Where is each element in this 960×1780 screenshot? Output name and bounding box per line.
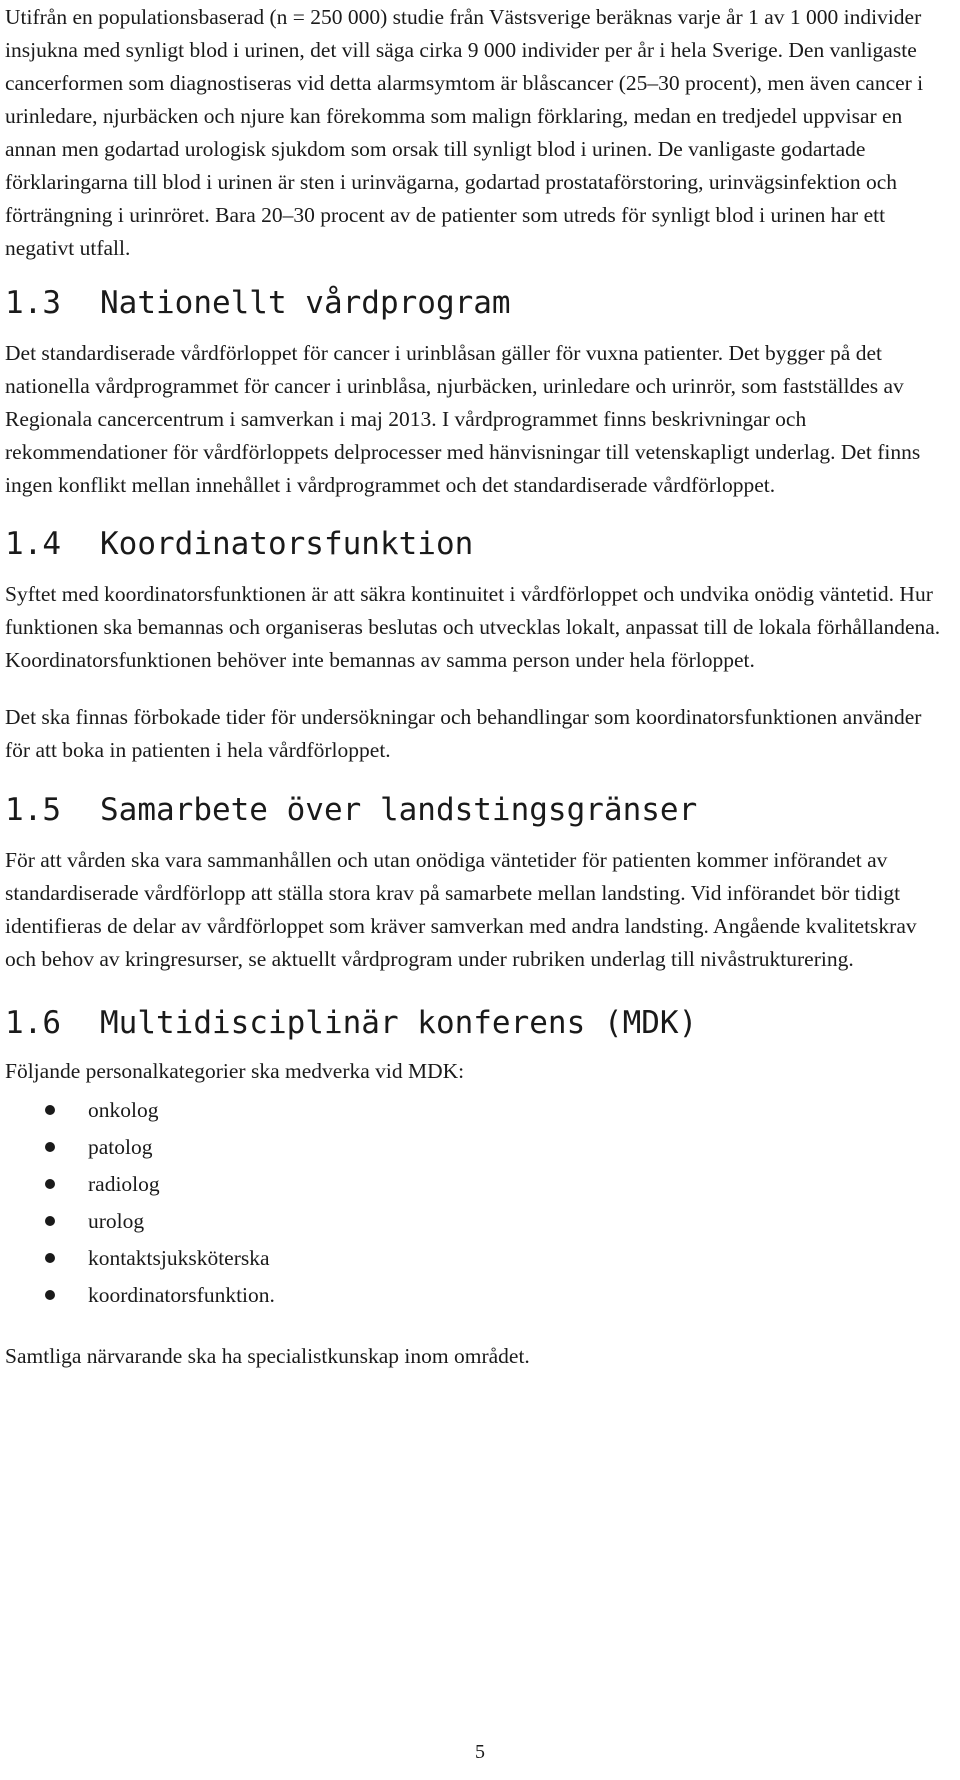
intro-paragraph: Utifrån en populationsbaserad (n = 250 000) studie från Västsverige beräknas varje år 1 av 1 000 individer insjukna med synligt blod i urinen, det vill säga cirka 9 000 individer per år i hela Sverige. Den vanligaste cancerformen som diagnostiseras vid detta alarmsymtom är blåscancer (25–30 procent), men även cancer i urinledare, njurbäcken och njure kan förekomma som malign förklaring, medan en tredjedel uppvisar en annan men godartad urologisk sjukdom som orsak till synligt blod i urinen. De vanligaste godartade förklaringarna till blod i urinen är sten i urinvägarna, godartad prostataförstoring, urinvägsinfektion och förträngning i urinröret. Bara 20–30 procent av de patienter som utreds för synligt blod i urinen har ett negativt utfall. — [5, 5, 924, 260]
bullet-icon — [45, 1216, 55, 1226]
list-item — [5, 1203, 950, 1240]
bullet-icon — [45, 1105, 55, 1115]
list-item-text: kontaktsjuksköterska — [88, 1246, 270, 1270]
personnel-list — [5, 1092, 950, 1314]
list-item — [5, 1129, 950, 1166]
list-item-text: urolog — [88, 1209, 145, 1233]
section-heading-1-6 — [5, 1003, 950, 1043]
list-item — [5, 1166, 950, 1203]
section-1-6-lead: Följande personalkategorier ska medverka vid MDK: — [5, 1059, 465, 1083]
section-number: 1.5 — [5, 792, 61, 828]
section-1-5-paragraph: För att vården ska vara sammanhållen och utan onödiga väntetider för patienten kommer införandet av standardiserade vårdförlopp att ställa stora krav på samarbete mellan landsting. Vid införandet bör tidigt identifieras de delar av vårdförloppet som kräver samverkan med andra landsting. Angående kvalitetskrav och behov av kringresurser, se aktuellt vårdprogram under rubriken underlag till nivåstrukturering. — [5, 848, 917, 971]
section-heading-1-3 — [5, 283, 950, 323]
bullet-icon — [45, 1142, 55, 1152]
document-page — [5, 0, 950, 1373]
list-item-text: radiolog — [88, 1172, 160, 1196]
list-item-text: patolog — [88, 1135, 153, 1159]
section-1-4-paragraph-1: Syftet med koordinatorsfunktionen är att säkra kontinuitet i vårdförloppet och undvika onödig väntetid. Hur funktionen ska bemannas och organiseras beslutas och utvecklas lokalt, anpassat till de lokala förhållandena. Koordinatorsfunktionen behöver inte bemannas av samma person under hela förloppet. — [5, 582, 941, 672]
list-item-text: koordinatorsfunktion. — [88, 1283, 275, 1307]
section-title: Samarbete över landstingsgränser — [100, 792, 698, 828]
bullet-icon — [45, 1253, 55, 1263]
list-item — [5, 1092, 950, 1129]
bullet-icon — [45, 1290, 55, 1300]
section-heading-1-5 — [5, 790, 950, 830]
section-number: 1.3 — [5, 285, 61, 321]
section-1-4-paragraph-2: Det ska finnas förbokade tider för undersökningar och behandlingar som koordinatorsfunktionen använder för att boka in patienten i hela vårdförloppet. — [5, 705, 922, 762]
section-title: Nationellt vårdprogram — [100, 285, 511, 321]
section-title: Multidisciplinär konferens (MDK) — [100, 1005, 698, 1041]
section-number: 1.4 — [5, 526, 61, 562]
page-number: 5 — [475, 1741, 485, 1763]
list-item-text: onkolog — [88, 1098, 159, 1122]
section-heading-1-4 — [5, 524, 950, 564]
section-number: 1.6 — [5, 1005, 61, 1041]
section-1-6-closing: Samtliga närvarande ska ha specialistkunskap inom området. — [5, 1344, 530, 1368]
section-title: Koordinatorsfunktion — [100, 526, 474, 562]
bullet-icon — [45, 1179, 55, 1189]
list-item — [5, 1240, 950, 1277]
section-1-3-paragraph: Det standardiserade vårdförloppet för cancer i urinblåsan gäller för vuxna patienter. Det bygger på det nationella vårdprogrammet för cancer i urinblåsa, njurbäcken, urinledare och urinrör, som fastställdes av Regionala cancercentrum i samverkan i maj 2013. I vårdprogrammet finns beskrivningar och rekommendationer för vårdförloppets delprocesser med hänvisningar till vetenskapligt underlag. Det finns ingen konflikt mellan innehållet i vårdprogrammet och det standardiserade vårdförloppet. — [5, 341, 921, 497]
list-item — [5, 1277, 950, 1314]
